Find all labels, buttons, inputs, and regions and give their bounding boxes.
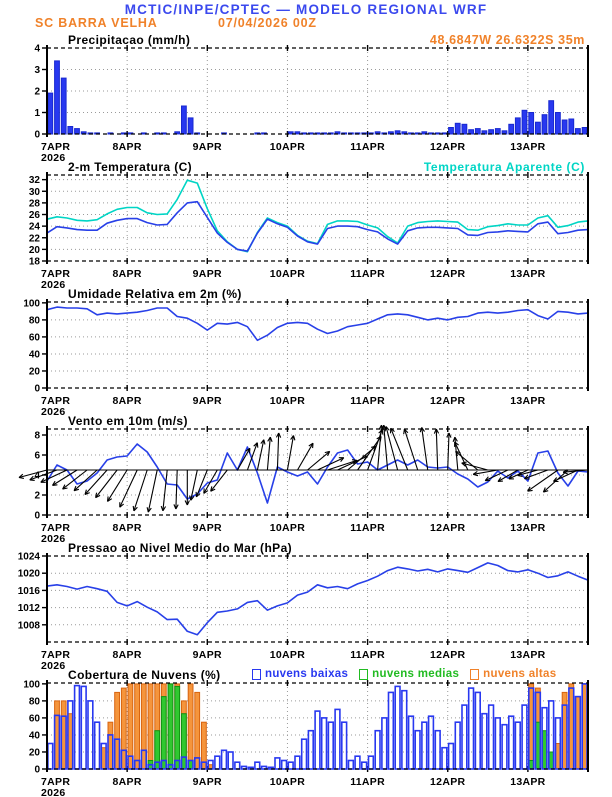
svg-text:20: 20 xyxy=(29,367,41,378)
svg-text:20: 20 xyxy=(29,748,41,759)
svg-text:13APR: 13APR xyxy=(510,776,545,788)
svg-text:100: 100 xyxy=(23,679,40,690)
humidity-title: Umidade Relativa em 2m (%) xyxy=(68,287,242,301)
svg-text:1016: 1016 xyxy=(18,586,41,597)
cloud-cover-chart xyxy=(0,677,612,797)
svg-text:20: 20 xyxy=(29,245,41,256)
svg-text:12APR: 12APR xyxy=(430,141,465,153)
svg-text:13APR: 13APR xyxy=(510,141,545,153)
svg-text:100: 100 xyxy=(23,298,40,309)
pressure-title: Pressao ao Nivel Medio do Mar (hPa) xyxy=(68,541,292,555)
svg-text:24: 24 xyxy=(29,222,41,233)
svg-text:9APR: 9APR xyxy=(193,649,222,661)
svg-text:9APR: 9APR xyxy=(193,141,222,153)
svg-text:2026: 2026 xyxy=(41,533,66,545)
svg-text:2026: 2026 xyxy=(41,787,66,797)
svg-text:2026: 2026 xyxy=(41,660,66,672)
svg-text:60: 60 xyxy=(29,713,41,724)
svg-text:10APR: 10APR xyxy=(270,395,305,407)
svg-text:7APR: 7APR xyxy=(41,141,70,153)
svg-text:13APR: 13APR xyxy=(510,649,545,661)
svg-text:9APR: 9APR xyxy=(193,776,222,788)
svg-text:10APR: 10APR xyxy=(270,522,305,534)
svg-text:60: 60 xyxy=(29,332,41,343)
svg-text:40: 40 xyxy=(29,730,41,741)
wind-title: Vento em 10m (m/s) xyxy=(68,414,188,428)
svg-text:40: 40 xyxy=(29,349,41,360)
svg-text:0: 0 xyxy=(34,511,40,522)
svg-text:0: 0 xyxy=(34,384,40,395)
svg-text:8APR: 8APR xyxy=(113,141,142,153)
svg-text:18: 18 xyxy=(29,257,41,268)
svg-text:22: 22 xyxy=(29,233,41,244)
cloud-cover-title: Cobertura de Nuvens (%) xyxy=(68,668,221,682)
svg-text:11APR: 11APR xyxy=(350,522,385,534)
temperature-chart xyxy=(0,169,612,289)
station-name: SC BARRA VELHA xyxy=(35,16,158,30)
svg-text:2026: 2026 xyxy=(41,152,66,164)
svg-text:4: 4 xyxy=(34,44,40,55)
svg-text:11APR: 11APR xyxy=(350,268,385,280)
svg-text:7APR: 7APR xyxy=(41,776,70,788)
svg-text:10APR: 10APR xyxy=(270,141,305,153)
svg-text:1: 1 xyxy=(34,108,40,119)
svg-text:8APR: 8APR xyxy=(113,395,142,407)
precipitation-title: Precipitacao (mm/h) xyxy=(68,33,190,47)
svg-text:2: 2 xyxy=(34,87,40,98)
svg-text:13APR: 13APR xyxy=(510,522,545,534)
page-title: MCTIC/INPE/CPTEC — MODELO REGIONAL WRF xyxy=(0,2,612,17)
svg-text:0: 0 xyxy=(34,130,40,141)
legend-label: nuvens altas xyxy=(483,668,556,680)
svg-text:11APR: 11APR xyxy=(350,649,385,661)
svg-text:9APR: 9APR xyxy=(193,268,222,280)
svg-text:13APR: 13APR xyxy=(510,395,545,407)
svg-text:11APR: 11APR xyxy=(350,776,385,788)
wind-chart xyxy=(0,423,612,543)
svg-text:7APR: 7APR xyxy=(41,522,70,534)
svg-text:10APR: 10APR xyxy=(270,268,305,280)
svg-text:80: 80 xyxy=(29,315,41,326)
svg-text:28: 28 xyxy=(29,198,41,209)
station-coordinates: 48.6847W 26.6322S 35m xyxy=(430,33,585,47)
svg-text:32: 32 xyxy=(29,175,41,186)
temperature-title: 2-m Temperatura (C) xyxy=(68,160,192,174)
svg-text:1012: 1012 xyxy=(18,603,41,614)
precipitation-chart xyxy=(0,42,612,162)
svg-text:1024: 1024 xyxy=(18,552,41,563)
svg-text:8APR: 8APR xyxy=(113,268,142,280)
svg-text:3: 3 xyxy=(34,65,40,76)
svg-text:11APR: 11APR xyxy=(350,141,385,153)
svg-text:2026: 2026 xyxy=(41,406,66,418)
svg-text:13APR: 13APR xyxy=(510,268,545,280)
svg-text:8APR: 8APR xyxy=(113,522,142,534)
svg-text:10APR: 10APR xyxy=(270,776,305,788)
legend-label: nuvens medias xyxy=(372,668,459,680)
svg-text:1020: 1020 xyxy=(18,569,41,580)
svg-text:12APR: 12APR xyxy=(430,776,465,788)
svg-text:12APR: 12APR xyxy=(430,522,465,534)
svg-text:11APR: 11APR xyxy=(350,395,385,407)
svg-text:12APR: 12APR xyxy=(430,649,465,661)
svg-text:12APR: 12APR xyxy=(430,395,465,407)
svg-text:6: 6 xyxy=(34,451,40,462)
svg-text:8APR: 8APR xyxy=(113,649,142,661)
svg-text:7APR: 7APR xyxy=(41,649,70,661)
svg-text:8APR: 8APR xyxy=(113,776,142,788)
svg-text:7APR: 7APR xyxy=(41,268,70,280)
svg-text:0: 0 xyxy=(34,765,40,776)
pressure-chart xyxy=(0,550,612,670)
svg-text:1008: 1008 xyxy=(18,620,41,631)
svg-text:9APR: 9APR xyxy=(193,395,222,407)
svg-text:8: 8 xyxy=(34,431,40,442)
svg-text:4: 4 xyxy=(34,471,40,482)
svg-text:2026: 2026 xyxy=(41,279,66,291)
svg-text:9APR: 9APR xyxy=(193,522,222,534)
svg-text:30: 30 xyxy=(29,187,41,198)
svg-text:7APR: 7APR xyxy=(41,395,70,407)
svg-text:12APR: 12APR xyxy=(430,268,465,280)
run-datetime: 07/04/2026 00Z xyxy=(218,16,317,30)
svg-text:2: 2 xyxy=(34,491,40,502)
svg-text:26: 26 xyxy=(29,210,41,221)
legend-label: nuvens baixas xyxy=(265,668,348,680)
apparent-temperature-title: Temperatura Aparente (C) xyxy=(424,160,585,174)
svg-text:10APR: 10APR xyxy=(270,649,305,661)
svg-text:80: 80 xyxy=(29,696,41,707)
humidity-chart xyxy=(0,296,612,416)
